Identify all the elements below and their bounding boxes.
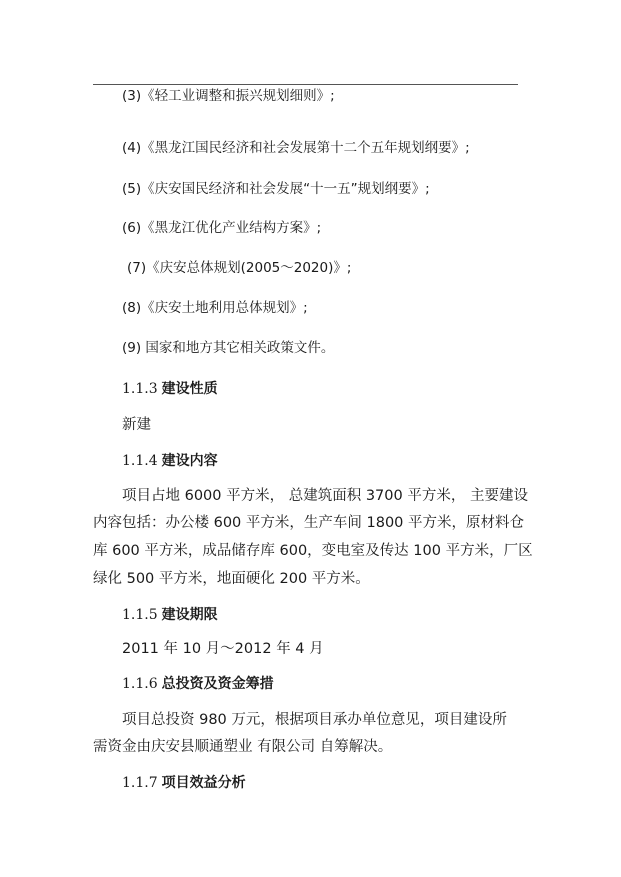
- content-paragraph-line: 绿化 500 平方米，地面硬化 200 平方米。: [93, 571, 370, 587]
- reference-item-9: (9) 国家和地方其它相关政策文件。: [122, 340, 335, 356]
- section-heading-investment: [122, 675, 274, 693]
- section-title: 建设性质: [161, 381, 218, 397]
- section-number: 1.1.7: [122, 775, 158, 791]
- content-paragraph-line: 内容包括：办公楼 600 平方米，生产车间 1800 平方米，原材料仓: [93, 515, 525, 531]
- reference-item-4: (4)《黑龙江国民经济和社会发展第十二个五年规划纲要》;: [122, 140, 470, 156]
- section-number: 1.1.4: [122, 453, 158, 469]
- section-number: 1.1.5: [122, 607, 158, 623]
- section-number: 1.1.3: [122, 381, 158, 397]
- section-title: 项目效益分析: [161, 775, 246, 791]
- section-heading-nature: [122, 380, 218, 398]
- section-heading-content: [122, 452, 218, 470]
- header-rule: [93, 84, 518, 85]
- section-number: 1.1.6: [122, 676, 158, 692]
- investment-paragraph-line: 项目总投资 980 万元，根据项目承办单位意见，项目建设所: [122, 712, 507, 728]
- section-title: 总投资及资金筹措: [161, 676, 274, 692]
- content-paragraph-line: 项目占地 6000 平方米， 总建筑面积 3700 平方米， 主要建设: [122, 488, 528, 504]
- reference-item-3: (3)《轻工业调整和振兴规划细则》;: [122, 88, 335, 104]
- reference-item-6: (6)《黑龙江优化产业结构方案》;: [122, 220, 322, 236]
- section-title: 建设期限: [161, 607, 218, 623]
- period-body: 2011 年 10 月～2012 年 4 月: [122, 641, 324, 657]
- investment-paragraph-line: 需资金由庆安县顺通塑业 有限公司 自筹解决。: [93, 739, 393, 755]
- reference-item-8: (8)《庆安土地利用总体规划》;: [122, 300, 308, 316]
- section-heading-benefit: [122, 774, 246, 792]
- reference-item-7: (7)《庆安总体规划(2005～2020)》;: [127, 260, 352, 276]
- reference-item-5: (5)《庆安国民经济和社会发展“十一五”规划纲要》;: [122, 181, 430, 197]
- section-title: 建设内容: [161, 453, 218, 469]
- content-paragraph-line: 库 600 平方米，成品储存库 600，变电室及传达 100 平方米，厂区: [93, 543, 533, 559]
- section-heading-period: [122, 606, 218, 624]
- nature-body: 新建: [122, 417, 151, 433]
